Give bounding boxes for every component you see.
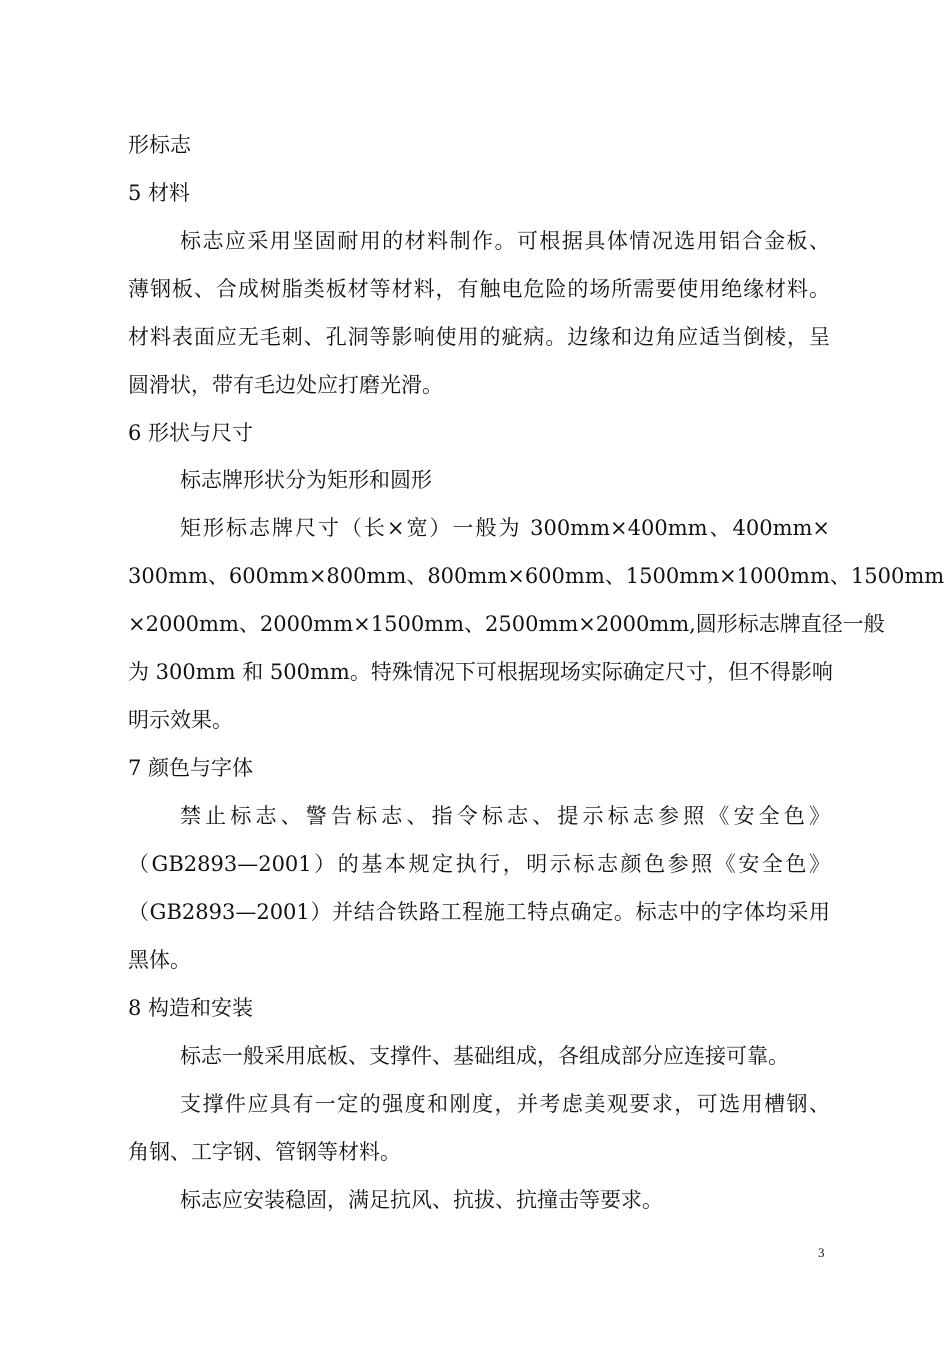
- text-line: 材料表面应无毛刺、孔洞等影响使用的疵病。边缘和边角应适当倒棱，呈: [128, 325, 830, 349]
- text-line: 标志应采用坚固耐用的材料制作。可根据具体情况选用铝合金板、: [180, 229, 830, 253]
- text-line: ×2000mm、2000mm×1500mm、2500mm×2000mm,圆形标志牌直径一般: [128, 612, 885, 636]
- text-line: 禁止标志、警告标志、指令标志、提示标志参照《安全色》: [180, 804, 830, 828]
- section-heading: 7 颜色与字体: [128, 756, 254, 780]
- text-line: （GB2893—2001）并结合铁路工程施工特点确定。标志中的字体均采用: [128, 900, 830, 924]
- text-line: （GB2893—2001）的基本规定执行，明示标志颜色参照《安全色》: [128, 852, 830, 876]
- section-heading: 8 构造和安装: [128, 996, 254, 1020]
- text-line: 薄钢板、合成树脂类板材等材料，有触电危险的场所需要使用绝缘材料。: [128, 277, 830, 301]
- section-heading: 6 形状与尺寸: [128, 421, 254, 445]
- text-line: 标志应安装稳固，满足抗风、抗拔、抗撞击等要求。: [180, 1188, 663, 1212]
- text-line: 形标志: [128, 133, 191, 157]
- text-line: 标志牌形状分为矩形和圆形: [180, 468, 432, 492]
- text-line: 300mm、600mm×800mm、800mm×600mm、1500mm×1000mm、1500mm: [128, 564, 945, 588]
- page-number: 3: [818, 1245, 825, 1260]
- text-line: 为 300mm 和 500mm。特殊情况下可根据现场实际确定尺寸，但不得影响: [128, 660, 833, 684]
- text-line: 标志一般采用底板、支撑件、基础组成，各组成部分应连接可靠。: [180, 1044, 789, 1068]
- text-line: 矩形标志牌尺寸（长×宽）一般为 300mm×400mm、400mm×: [180, 516, 830, 540]
- text-line: 支撑件应具有一定的强度和刚度，并考虑美观要求，可选用槽钢、: [180, 1092, 830, 1116]
- text-line: 明示效果。: [128, 708, 233, 732]
- text-line: 角钢、工字钢、管钢等材料。: [128, 1140, 401, 1164]
- text-line: 黑体。: [128, 948, 191, 972]
- section-heading: 5 材料: [128, 181, 191, 205]
- text-line: 圆滑状，带有毛边处应打磨光滑。: [128, 373, 443, 397]
